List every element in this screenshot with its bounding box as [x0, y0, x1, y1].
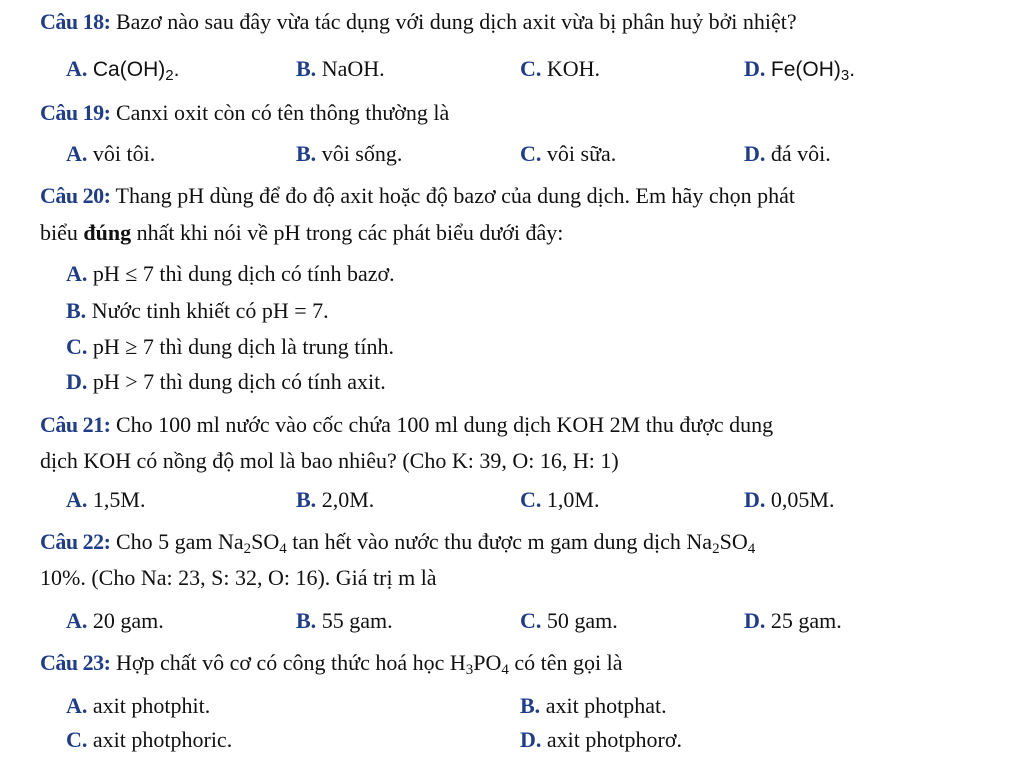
option-c[interactable]: C. 50 gam. — [520, 608, 618, 633]
option-b[interactable]: B. Nước tinh khiết có pH = 7. — [66, 298, 329, 323]
option-d[interactable]: D. 0,05M. — [744, 487, 835, 512]
option-c[interactable]: C. KOH. — [520, 56, 601, 81]
option-a[interactable]: A. 1,5M. — [66, 487, 146, 512]
option-d[interactable]: D. $Fe(OH)_3$. — [744, 56, 856, 84]
option-c[interactable]: C. vôi sữa. — [520, 141, 617, 166]
question-22: Câu 22: Cho 5 gam $Na_2SO_4$ tan hết vào nước thu được m gam dung dịch $Na_2SO_4$ — [40, 529, 756, 557]
options-22 — [0, 603, 1024, 639]
option-c[interactable]: C. axit photphoric. — [66, 727, 233, 752]
question-20 — [0, 178, 1024, 214]
option-a[interactable]: A. axit photphit. — [66, 693, 211, 718]
question-number: Câu 23: — [40, 650, 111, 675]
question-text: Bazơ nào sau đây vừa tác dụng với dung dịch axit vừa bị phân huỷ bởi nhiệt? — [110, 9, 797, 34]
option-a[interactable]: A. pH ≤ 7 thì dung dịch có tính bazơ. — [66, 261, 395, 286]
question-23: Câu 23: Hợp chất vô cơ có công thức hoá học $H_3PO_4$ có tên gọi là — [40, 650, 623, 678]
question-text: Canxi oxit còn có tên thông thường là — [110, 100, 450, 125]
question-19 — [0, 95, 1024, 131]
question-21-line2: dịch KOH có nồng độ mol là bao nhiêu? (Cho K: 39, O: 16, H: 1) — [40, 448, 619, 473]
question-number: Câu 21: — [40, 412, 111, 437]
option-b[interactable]: B. vôi sống. — [296, 141, 403, 166]
option-c[interactable]: C. pH ≥ 7 thì dung dịch là trung tính. — [66, 334, 394, 359]
question-20-line2: biểu đúng nhất khi nói về pH trong các phát biểu dưới đây: — [40, 220, 564, 245]
question-22-line2: 10%. (Cho Na: 23, S: 32, O: 16). Giá trị m là — [40, 565, 437, 590]
question-text: Thang pH dùng để đo độ axit hoặc độ bazơ của dung dịch. Em hãy chọn phát — [110, 183, 795, 208]
option-a[interactable]: A. vôi tôi. — [66, 141, 156, 166]
question-21 — [0, 407, 1024, 443]
question-number: Câu 18: — [40, 9, 111, 34]
option-a[interactable]: A. $Ca(OH)_2$. — [66, 56, 180, 84]
option-b[interactable]: B. axit photphat. — [520, 693, 667, 718]
options-21 — [0, 482, 1024, 518]
options-18 — [0, 51, 1024, 87]
question-number: Câu 20: — [40, 183, 111, 208]
option-b[interactable]: B. 2,0M. — [296, 487, 375, 512]
option-b[interactable]: B. NaOH. — [296, 56, 385, 81]
question-18 — [0, 4, 1024, 40]
options-23-row2 — [0, 722, 1024, 758]
question-text: Cho 100 ml nước vào cốc chứa 100 ml dung dịch KOH 2M thu được dung — [110, 412, 774, 437]
option-d[interactable]: D. axit photphorơ. — [520, 727, 682, 752]
option-c[interactable]: C. 1,0M. — [520, 487, 600, 512]
options-23-row1 — [0, 688, 1024, 724]
option-d[interactable]: D. đá vôi. — [744, 141, 831, 166]
options-19 — [0, 136, 1024, 172]
option-b[interactable]: B. 55 gam. — [296, 608, 393, 633]
question-number: Câu 19: — [40, 100, 111, 125]
question-number: Câu 22: — [40, 529, 111, 554]
option-d[interactable]: D. 25 gam. — [744, 608, 842, 633]
option-d[interactable]: D. pH > 7 thì dung dịch có tính axit. — [66, 369, 386, 394]
option-a[interactable]: A. 20 gam. — [66, 608, 164, 633]
